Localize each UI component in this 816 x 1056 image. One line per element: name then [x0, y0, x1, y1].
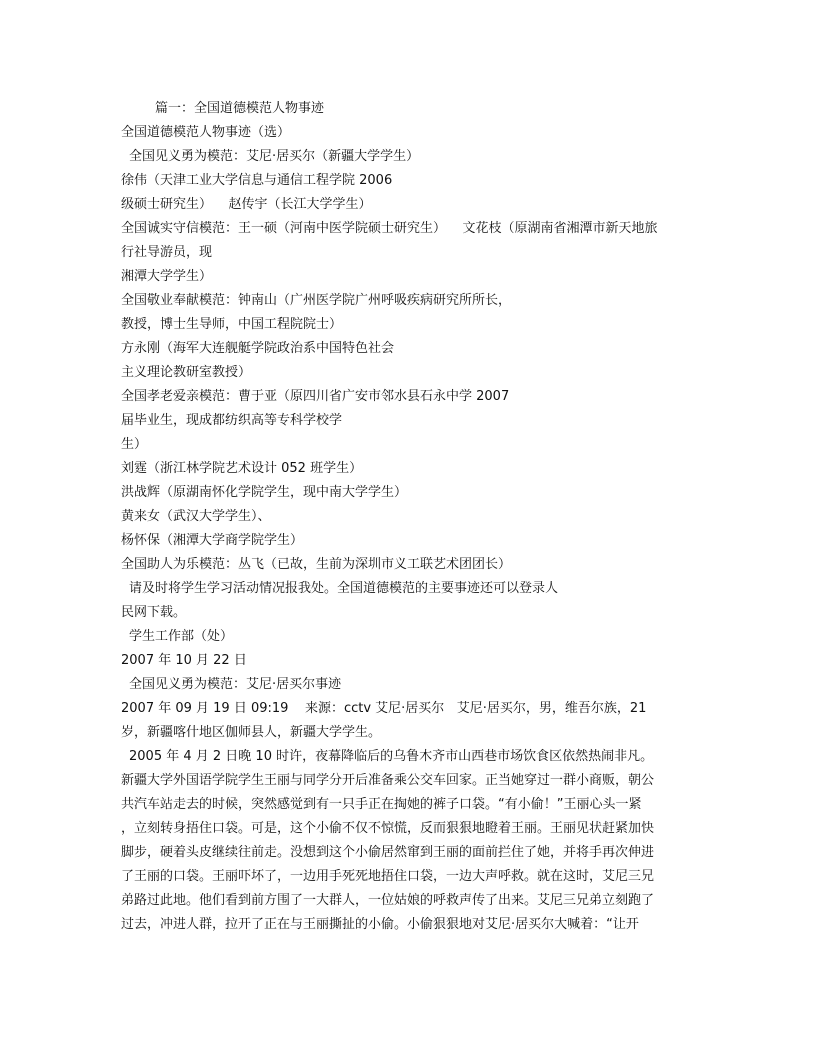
text-line: 全国敬业奉献模范：钟南山（广州医学院广州呼吸疾病研究所所长， [121, 293, 512, 308]
text-line: ，立刻转身捂住口袋。可是，这个小偷不仅不惊慌，反而狠狠地瞪着王丽。王丽见状赶紧加快 [121, 821, 655, 836]
text-line: 全国助人为乐模范：丛飞（已故，生前为深圳市义工联艺术团团长） [121, 557, 512, 572]
text-line: 弟路过此地。他们看到前方围了一大群人，一位姑娘的呼救声传了出来。艾尼三兄弟立刻跑了 [121, 893, 655, 908]
subheading-line: 全国道德模范人物事迹（选） [121, 125, 291, 140]
text-line: 全国诚实守信模范：王一硕（河南中医学院硕士研究生） 文花枝（原湖南省湘潭市新天地旅 [121, 221, 658, 236]
text-line: 徐伟（天津工业大学信息与通信工程学院 2006 [121, 173, 393, 188]
text-line: 学生工作部（处） [129, 629, 234, 644]
text-line: 教授，博士生导师，中国工程院院士） [121, 317, 343, 332]
text-line: 方永刚（海军大连舰艇学院政治系中国特色社会 [121, 341, 395, 356]
text-line: 全国见义勇为模范：艾尼·居买尔事迹 [129, 677, 342, 692]
text-line: 全国见义勇为模范：艾尼·居买尔（新疆大学学生） [129, 149, 420, 164]
text-line: 共汽车站走去的时候，突然感觉到有一只手正在掏她的裤子口袋。“有小偷！”王丽心头一紧 [121, 797, 642, 812]
text-line: 湘潭大学学生） [121, 269, 213, 284]
text-line: 级硕士研究生） 赵传宇（长江大学学生） [121, 197, 372, 212]
text-line: 请及时将学生学习活动情况报我处。全国道德模范的主要事迹还可以登录人 [129, 581, 559, 596]
heading-line: 篇一：全国道德模范人物事迹 [155, 101, 325, 116]
text-line: 了王丽的口袋。王丽吓坏了，一边用手死死地捂住口袋，一边大声呼救。就在这时，艾尼三兄 [121, 869, 655, 884]
text-line: 全国孝老爱亲模范：曹于亚（原四川省广安市邻水县石永中学 2007 [121, 389, 510, 404]
text-line: 2005 年 4 月 2 日晚 10 时许，夜幕降临后的乌鲁木齐市山西巷市场饮食区依然热闹非凡。 [129, 749, 654, 764]
text-line: 新疆大学外国语学院学生王丽与同学分开后准备乘公交车回家。正当她穿过一群小商贩，朝公 [121, 773, 655, 788]
date-line: 2007 年 10 月 22 日 [121, 653, 247, 668]
text-line: 刘霆（浙江林学院艺术设计 052 班学生） [121, 461, 363, 476]
text-line: 2007 年 09 月 19 日 09:19 来源：cctv 艾尼·居买尔 艾尼·居买尔，男，维吾尔族，21 [121, 701, 647, 716]
text-line: 洪战辉（原湖南怀化学院学生，现中南大学学生） [121, 485, 408, 500]
text-line: 过去，冲进人群，拉开了正在与王丽撕扯的小偷。小偷狠狠地对艾尼·居买尔大喊着：“让开 [121, 917, 639, 932]
text-line: 脚步，硬着头皮继续往前走。没想到这个小偷居然窜到王丽的面前拦住了她，并将手再次伸进 [121, 845, 655, 860]
text-line: 黄来女（武汉大学学生）、 [121, 509, 271, 524]
text-line: 生） [121, 437, 148, 452]
text-line: 行社导游员，现 [121, 245, 213, 260]
text-line: 杨怀保（湘潭大学商学院学生） [121, 533, 304, 548]
text-line: 民网下载。 [121, 605, 187, 620]
text-line: 主义理论教研室教授） [121, 365, 252, 380]
text-line: 岁，新疆喀什地区伽师县人，新疆大学学生。 [121, 725, 382, 740]
text-line: 届毕业生，现成都纺织高等专科学校学 [121, 413, 343, 428]
